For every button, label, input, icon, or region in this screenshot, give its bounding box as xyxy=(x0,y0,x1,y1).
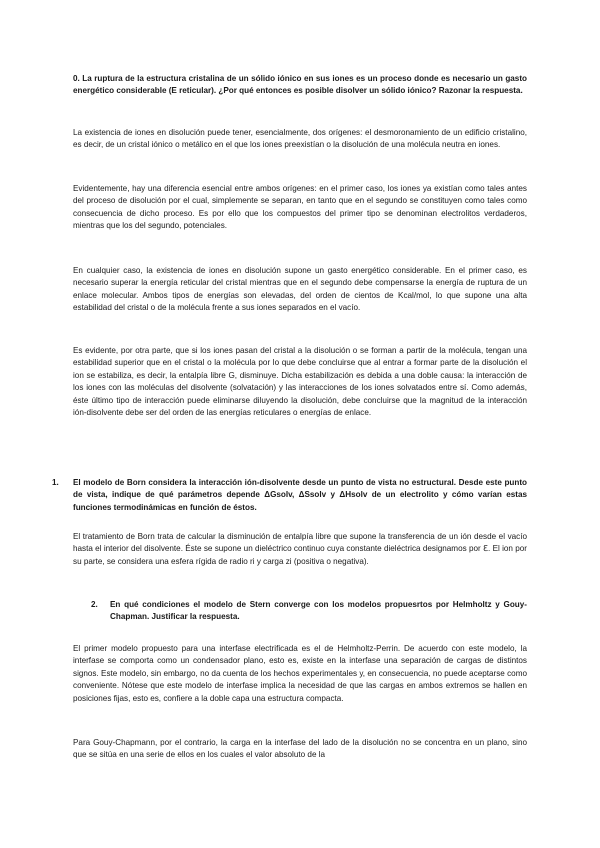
question-2-text: En qué condiciones el modelo de Stern converge con los modelos propuesrtos por Helmholtz y Gouy-Chapman. Justificar la respuesta. xyxy=(110,600,527,622)
answer-0-paragraph-4: Es evidente, por otra parte, que si los iones pasan del cristal a la disolución o se forman a partir de la molécula, tengan una estabilidad superior que en el cristal o la molécula por lo que debe concluirse que al entrar a formar parte de la disolución el ion se estabiliza, es decir, la entalpía libre G, disminuye. Dicha estabilización es debida a una doble causa: la interacción de los iones con las moléculas del disolvente (solvatación) y las interacciones de los iones solvatados entre sí. Como además, éste último tipo de interacción puede eliminarse diluyendo la disolución, debe concluirse que la magnitud de la interacción ión-disolvente debe ser del orden de las energías reticulares o energías de enlace. xyxy=(73,346,527,418)
answer-2-paragraph-2: Para Gouy-Chapmann, por el contrario, la carga en la interfase del lado de la disolución no se concentra en un plano, sino que se sitúa en una serie de ellos en los cuales el valor absoluto de la xyxy=(73,738,527,760)
question-1-text: El modelo de Born considera la interacción ión-disolvente desde un punto de vista no estructural. Desde este punto de vista, indique de qué parámetros depende ΔGsolv, ΔSsolv y ΔHsolv de un electrolito y cómo varían estas funciones termodinámicas en función de éstos. xyxy=(73,478,527,512)
question-0-number: 0. xyxy=(73,74,80,83)
answer-0-paragraph-1: La existencia de iones en disolución puede tener, esencialmente, dos orígenes: el desmoronamiento de un edificio cristalino, es decir, de un cristal iónico o metálico en el que los iones preexistían o la disolución de una molécula neutra en iones. xyxy=(73,128,527,150)
answer-1-paragraph: El tratamiento de Born trata de calcular la disminución de entalpía libre que supone la transferencia de un ión desde el vacío hasta el interior del disolvente. Éste se supone un dieléctrico continuo cuya constante dieléctrica designamos por ℇ. El ion por su parte, se considera una esfera rígida de radio ri y carga zi (positiva o negativa). xyxy=(73,532,527,566)
answer-2-paragraph-1: El primer modelo propuesto para una interfase electrificada es el de Helmholtz-Perrin. De acuerdo con este modelo, la interfase se comporta como un condensador plano, esto es, existe en la interfase una separación de cargas de distintos signos. Este modelo, sin embargo, no da cuenta de los hechos experimentales y, en consecuencia, no puede aceptarse como conveniente. Nótese que este modelo de interfase implica la necesidad de que las cargas en ambos extremos se hallen en posiciones fijas, esto es, confiere a la doble capa una estructura compacta. xyxy=(73,644,527,703)
answer-0-paragraph-2: Evidentemente, hay una diferencia esencial entre ambos orígenes: en el primer caso, los iones ya existían como tales antes del proceso de disolución por el cual, simplemente se separan, en tanto que en el segundo se constituyen como tales como consecuencia de dicho proceso. Es por ello que los compuestos del primer tipo se denominan electrolitos verdaderos, mientras que los del segundo, potenciales. xyxy=(73,184,527,231)
answer-0-paragraph-3: En cualquier caso, la existencia de iones en disolución supone un gasto energético considerable. En el primer caso, es necesario superar la energía reticular del cristal mientras que en el segundo debe compensarse la energía de ruptura de un enlace molecular. Ambos tipos de energías son elevadas, del orden de cientos de Kcal/mol, lo que supone una alta estabilidad del cristal o de la molécula frente a sus iones separados en el vacío. xyxy=(73,266,527,313)
question-1-number: 1. xyxy=(52,478,59,487)
question-0-text: La ruptura de la estructura cristalina de un sólido iónico en sus iones es un proceso donde es necesario un gasto energético considerable (E reticular). ¿Por qué entonces es posible disolver un sólido iónico? Razonar la respuesta. xyxy=(73,74,527,96)
question-2-number: 2. xyxy=(91,600,98,609)
question-0 xyxy=(73,73,527,98)
